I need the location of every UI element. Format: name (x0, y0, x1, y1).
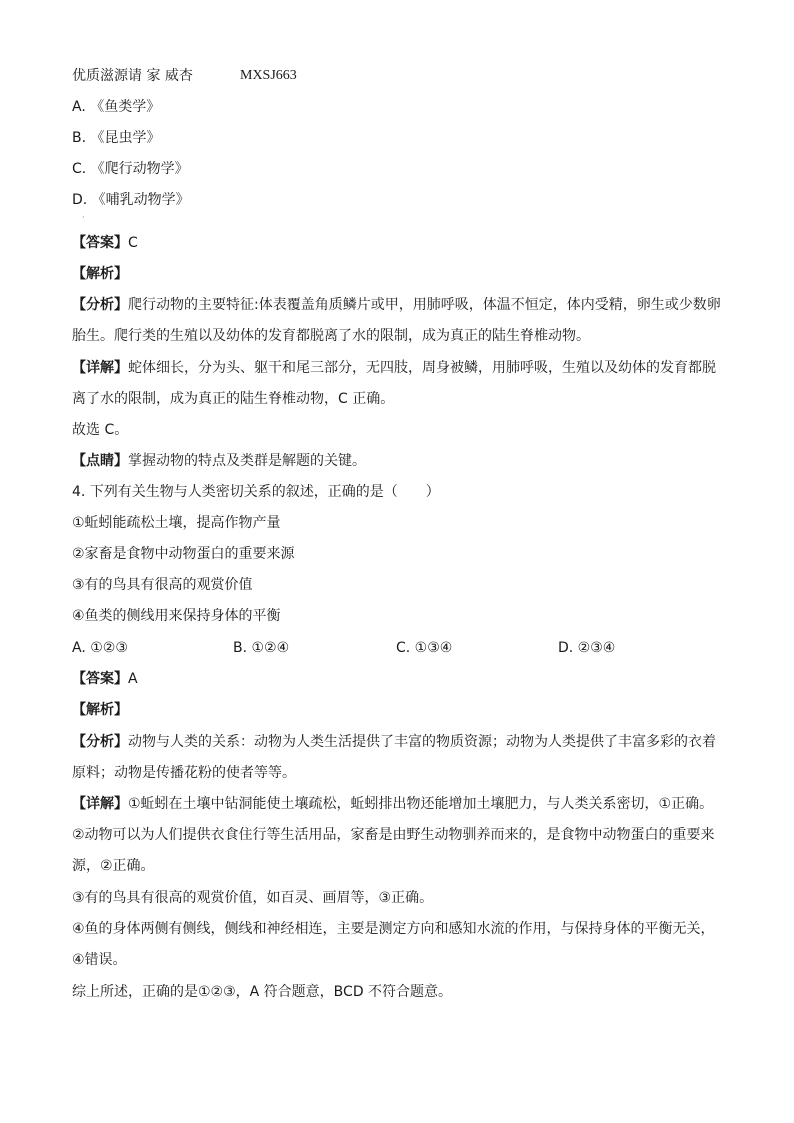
q3-xiangjie-line1 (72, 358, 716, 378)
q4-option-d: D. ②③④ (558, 640, 616, 656)
q3-fenxi-line2: 胎生。爬行类的生殖以及幼体的发育都脱离了水的限制，成为真正的陆生脊椎动物。 (72, 328, 590, 344)
watermark-text: 优质滋源请 家 威杏 (72, 68, 193, 84)
fenxi-text: 爬行动物的主要特征:体表覆盖角质鳞片或甲，用肺呼吸，体温不恒定，体内受精，卵生或少数卵 (128, 297, 721, 313)
answer-value: C (128, 235, 138, 251)
q3-answer (72, 233, 138, 253)
watermark-code: MXSJ663 (240, 68, 297, 83)
q3-xiangjie-line2: 离了水的限制，成为真正的陆生脊椎动物，C 正确。 (72, 391, 395, 407)
q3-option-b: B. 《昆虫学》 (72, 130, 161, 146)
xiangjie-label: 【详解】 (72, 796, 128, 812)
q4-xiangjie-line5: ④鱼的身体两侧有侧线，侧线和神经相连，主要是测定方向和感知水流的作用，与保持身体的平衡无关， (72, 921, 715, 937)
fenxi-text: 动物与人类的关系：动物为人类生活提供了丰富的物质资源；动物为人类提供了丰富多彩的衣着 (128, 734, 716, 750)
q4-fenxi-line2: 原料；动物是传播花粉的使者等等。 (72, 765, 296, 781)
q3-analysis-label: 【解析】 (72, 266, 128, 282)
q4-option-c: C. ①③④ (396, 640, 453, 656)
q4-summary: 综上所述，正确的是①②③，A 符合题意，BCD 不符合题意。 (72, 984, 453, 1000)
xiangjie-text: 蛇体细长，分为头、躯干和尾三部分，无四肢，周身被鳞，用肺呼吸，生殖以及幼体的发育都脱 (128, 360, 716, 376)
q4-xiangjie-line6: ④错误。 (72, 952, 127, 968)
fenxi-label: 【分析】 (72, 297, 128, 313)
q3-dianjing (72, 451, 366, 471)
q4-xiangjie-line1 (72, 794, 713, 814)
q4-option-a: A. ①②③ (72, 640, 128, 656)
q4-analysis-label: 【解析】 (72, 702, 128, 718)
q4-statement-1: ①蚯蚓能疏松土壤，提高作物产量 (72, 515, 281, 531)
answer-label: 【答案】 (72, 235, 128, 251)
answer-value: A (128, 671, 138, 687)
q4-statement-3: ③有的鸟具有很高的观赏价值 (72, 577, 253, 593)
q3-choose: 故选 C。 (72, 422, 129, 438)
q4-xiangjie-line4: ③有的鸟具有很高的观赏价值，如百灵、画眉等，③正确。 (72, 890, 434, 906)
q4-statement-4: ④鱼类的侧线用来保持身体的平衡 (72, 608, 281, 624)
q4-option-b: B. ①②④ (233, 640, 290, 656)
q4-answer (72, 669, 138, 689)
xiangjie-text: ①蚯蚓在土壤中钻洞能使土壤疏松，蚯蚓排出物还能增加土壤肥力，与人类关系密切，①正确。 (128, 796, 714, 812)
answer-label: 【答案】 (72, 671, 128, 687)
q3-option-d: D. 《哺乳动物学》 (72, 192, 190, 208)
dianjing-text: 掌握动物的特点及类群是解题的关键。 (128, 453, 366, 469)
dianjing-label: 【点睛】 (72, 453, 128, 469)
q4-stem: 4. 下列有关生物与人类密切关系的叙述，正确的是（ ） (72, 484, 440, 500)
q4-fenxi-line1 (72, 732, 716, 752)
fenxi-label: 【分析】 (72, 734, 128, 750)
stray-dot: · (82, 213, 85, 222)
q4-xiangjie-line2: ②动物可以为人们提供衣食住行等生活用品，家畜是由野生动物驯养而来的，是食物中动物蛋白的重要来 (72, 827, 715, 843)
q4-xiangjie-line3: 源，②正确。 (72, 858, 155, 874)
q3-fenxi-line1 (72, 295, 721, 315)
q3-option-c: C. 《爬行动物学》 (72, 161, 189, 177)
xiangjie-label: 【详解】 (72, 360, 128, 376)
q3-option-a: A. 《鱼类学》 (72, 99, 161, 115)
q4-statement-2: ②家畜是食物中动物蛋白的重要来源 (72, 546, 295, 562)
